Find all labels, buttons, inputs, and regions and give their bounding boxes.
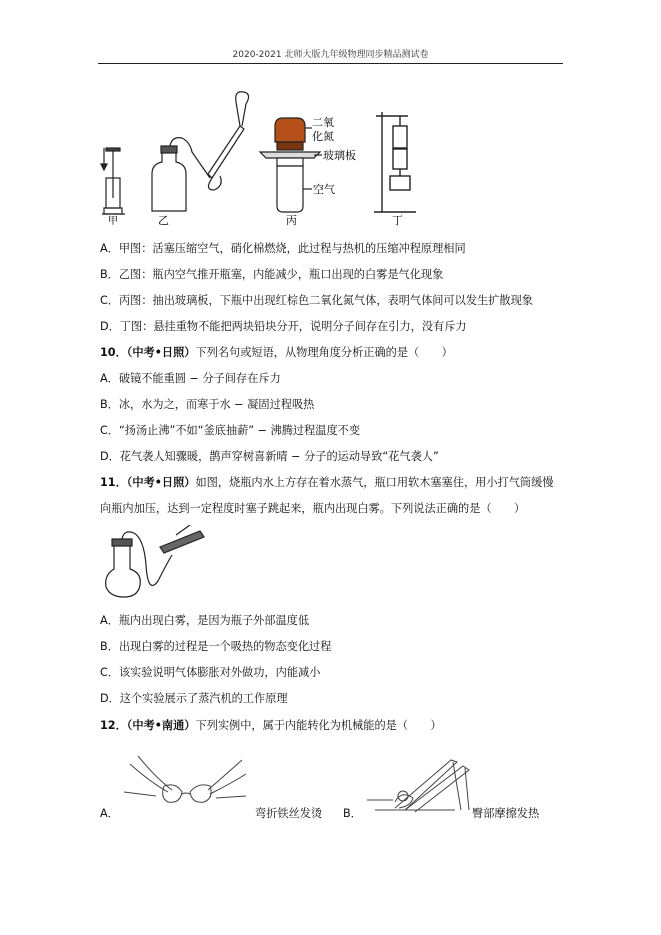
q11-figure <box>100 525 210 601</box>
bing-label-gas-1: 二氧 <box>312 116 334 129</box>
q10-option-b: B．冰，水为之，而寒于水 − 凝固过程吸热 <box>100 398 315 411</box>
q10-source-tag: （中考•日照） <box>126 346 196 359</box>
bing-label-plate: 玻璃板 <box>323 149 356 162</box>
q9-option-d: D．丁图：悬挂重物不能把两块铅块分开，说明分子间存在引力，没有斥力 <box>100 320 467 333</box>
q12-number: 12． <box>100 719 127 732</box>
q10-option-a: A．破镜不能重圆 − 分子间存在斥力 <box>100 372 281 385</box>
q12-figure-a <box>120 752 250 818</box>
q10-option-d: D．花气袭人知骤暖，鹊声穿树喜新晴 − 分子的运动导致“花气袭人” <box>100 450 439 463</box>
label-yi: 乙 <box>158 214 169 227</box>
q10-stem-text: 下列名句或短语，从物理角度分析正确的是（ ） <box>195 346 453 359</box>
q12-option-b-letter: B． <box>343 807 362 820</box>
q11-option-b: B．出现白雾的过程是一个吸热的物态变化过程 <box>100 640 332 653</box>
label-bing: 丙 <box>286 214 297 227</box>
q9-option-a: A．甲图：活塞压缩空气，硝化棉燃烧，此过程与热机的压缩冲程原理相同 <box>100 242 466 255</box>
bing-label-gas-2: 化氮 <box>312 130 334 143</box>
q10-number: 10． <box>100 346 127 359</box>
ding-apparatus <box>374 112 416 212</box>
bing-label-air: 空气 <box>313 183 335 196</box>
q12-figure-b <box>365 752 475 818</box>
q12-source-tag: （中考•南通） <box>126 719 196 732</box>
yi-apparatus <box>152 92 249 211</box>
q11-source-tag: （中考•日照） <box>126 476 196 489</box>
q12-stem <box>100 718 442 734</box>
q11-option-d: D．这个实验展示了蒸汽机的工作原理 <box>100 692 288 705</box>
q11-stem-line1 <box>100 475 553 491</box>
q12-option-a-caption: 弯折铁丝发烫 <box>255 807 323 820</box>
header-title: 2020-2021 北师大版九年级物理同步精品测试卷 <box>232 50 429 60</box>
q9-option-b: B．乙图：瓶内空气推开瓶塞，内能减少，瓶口出现的白雾是气化现象 <box>100 268 444 281</box>
label-ding: 丁 <box>392 214 403 227</box>
q12-stem-text: 下列实例中，属于内能转化为机械能的是（ ） <box>195 719 442 732</box>
q11-option-a: A．瓶内出现白雾，是因为瓶子外部温度低 <box>100 614 310 627</box>
jia-apparatus <box>101 148 125 214</box>
q11-stem-line2: 向瓶内加压，达到一定程度时塞子跳起来，瓶内出现白雾。下列说法正确的是（ ） <box>100 502 526 515</box>
q12-option-b-caption: 臀部摩擦发热 <box>472 807 540 820</box>
page-header <box>98 47 563 64</box>
q11-number: 11． <box>100 476 127 489</box>
q12-option-a-letter: A． <box>100 807 119 820</box>
label-jia: 甲 <box>108 216 118 227</box>
q11-stem-text-1: 如图，烧瓶内水上方存在着水蒸气，瓶口用软木塞塞住，用小打气筒缓慢 <box>195 476 554 489</box>
q11-option-c: C．该实验说明气体膨胀对外做功，内能减小 <box>100 666 321 679</box>
q9-figure <box>100 86 420 228</box>
q10-option-c: C．“扬汤止沸”不如“釜底抽薪” − 沸腾过程温度不变 <box>100 424 361 437</box>
q10-stem <box>100 345 453 361</box>
q9-option-c: C．丙图：抽出玻璃板，下瓶中出现红棕色二氧化氮气体，表明气体间可以发生扩散现象 <box>100 294 533 307</box>
